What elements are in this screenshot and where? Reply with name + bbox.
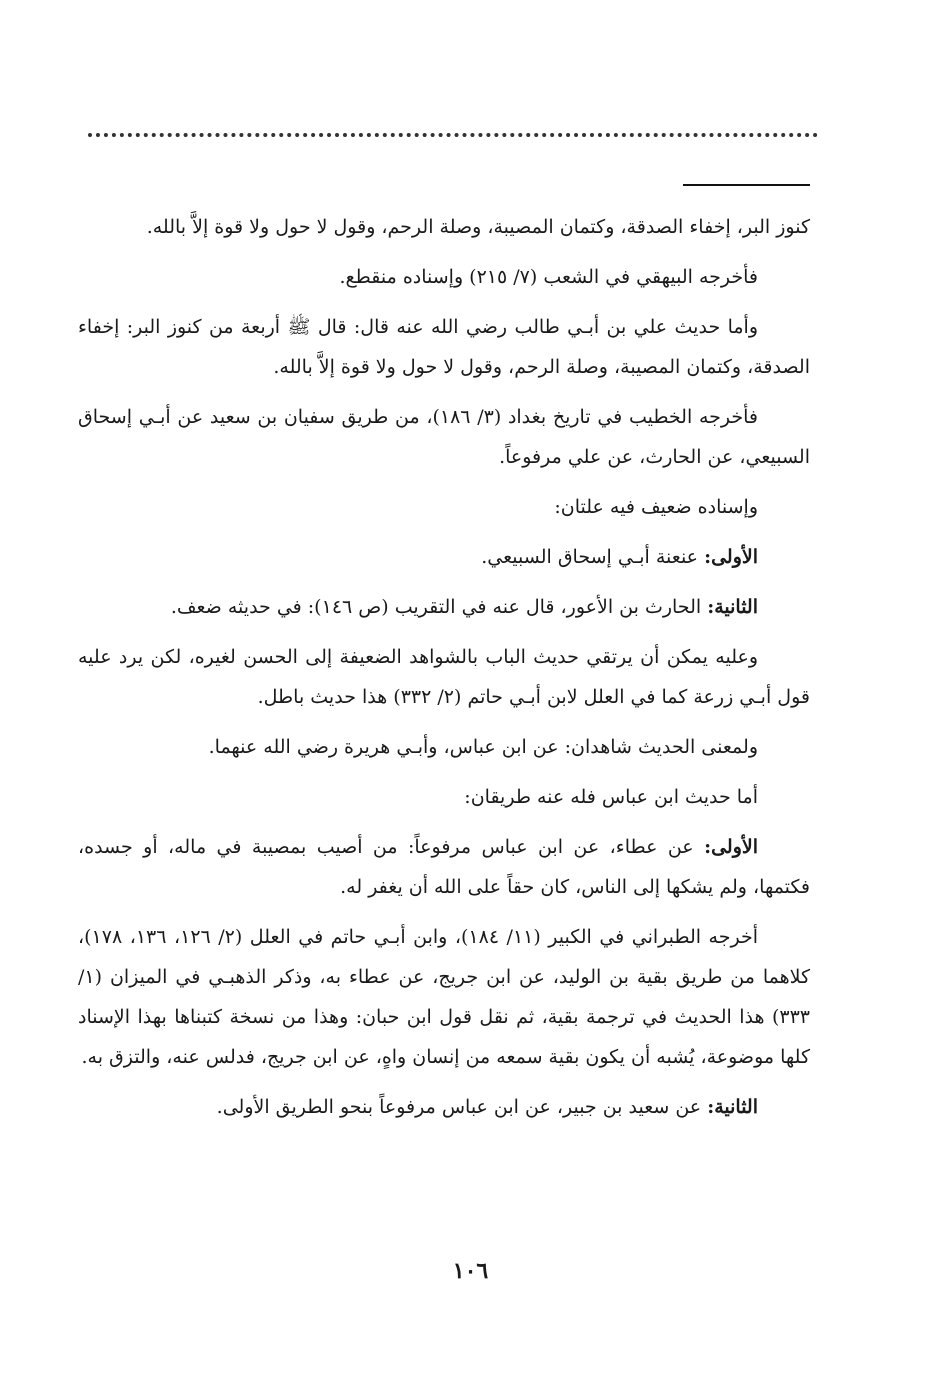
- paragraph-lead: الثانية:: [707, 1096, 758, 1118]
- paragraph: الأولى: عن عطاء، عن ابن عباس مرفوعاً: من أصيب بمصيبة في ماله، أو جسده، فكتمها، ولم يشكها إلى الناس، كان حقاً على الله أن يغفر له.: [78, 836, 810, 898]
- footnote-separator-line: [683, 184, 810, 186]
- paragraph: أما حديث ابن عباس فله عنه طريقان:: [464, 786, 758, 808]
- paragraph-lead: الأولى:: [704, 836, 758, 858]
- header-dotted-separator: [88, 133, 818, 137]
- body-text: [78, 207, 810, 1127]
- paragraph: فأخرجه الخطيب في تاريخ بغداد (٣/ ١٨٦)، من طريق سفيان بن سعيد عن أبـي إسحاق السبيعي، عن الحارث، عن علي مرفوعاً.: [78, 406, 810, 468]
- paragraph: وإسناده ضعيف فيه علتان:: [554, 496, 758, 518]
- paragraph: الثانية: الحارث بن الأعور، قال عنه في التقريب (ص ١٤٦): في حديثه ضعف.: [170, 596, 758, 618]
- paragraph: كنوز البر، إخفاء الصدقة، وكتمان المصيبة، وصلة الرحم، وقول لا حول ولا قوة إلاَّ بالله.: [146, 216, 810, 238]
- paragraph-lead: الأولى:: [704, 546, 758, 568]
- paragraph: الأولى: عنعنة أبـي إسحاق السبيعي.: [481, 546, 758, 568]
- paragraph: ولمعنى الحديث شاهدان: عن ابن عباس، وأبـي هريرة رضي الله عنهما.: [208, 736, 758, 758]
- paragraph: فأخرجه البيهقي في الشعب (٧/ ٢١٥) وإسناده منقطع.: [339, 266, 758, 288]
- page-number: ١٠٦: [452, 1258, 489, 1284]
- paragraph: أخرجه الطبراني في الكبير (١١/ ١٨٤)، وابن أبـي حاتم في العلل (٢/ ١٢٦، ١٣٦، ١٧٨)، كلاهما من طريق بقية بن الوليد، عن ابن جريج، عن عطاء به، وذكر الذهبـي في الميزان (١/ ٣٣٣) هذا الحديث في ترجمة بقية، ثم نقل قول ابن حبان: وهذا من نسخة كتبناها بهذا الإسناد كلها موضوعة، يُشبه أن يكون بقية سمعه من إنسان واهٍ، عن ابن جريج، فدلس عنه، والتزق به.: [78, 926, 810, 1068]
- paragraph: وعليه يمكن أن يرتقي حديث الباب بالشواهد الضعيفة إلى الحسن لغيره، لكن يرد عليه قول أبـي زرعة كما في العلل لابن أبـي حاتم (٢/ ٣٣٢) هذا حديث باطل.: [78, 646, 810, 708]
- paragraph: الثانية: عن سعيد بن جبير، عن ابن عباس مرفوعاً بنحو الطريق الأولى.: [216, 1096, 758, 1118]
- paragraph-lead: الثانية:: [707, 596, 758, 618]
- paragraph: وأما حديث علي بن أبـي طالب رضي الله عنه قال: قال ﷺ أربعة من كنوز البر: إخفاء الصدقة، وكتمان المصيبة، وصلة الرحم، وقول لا حول ولا قوة إلاَّ بالله.: [78, 316, 810, 378]
